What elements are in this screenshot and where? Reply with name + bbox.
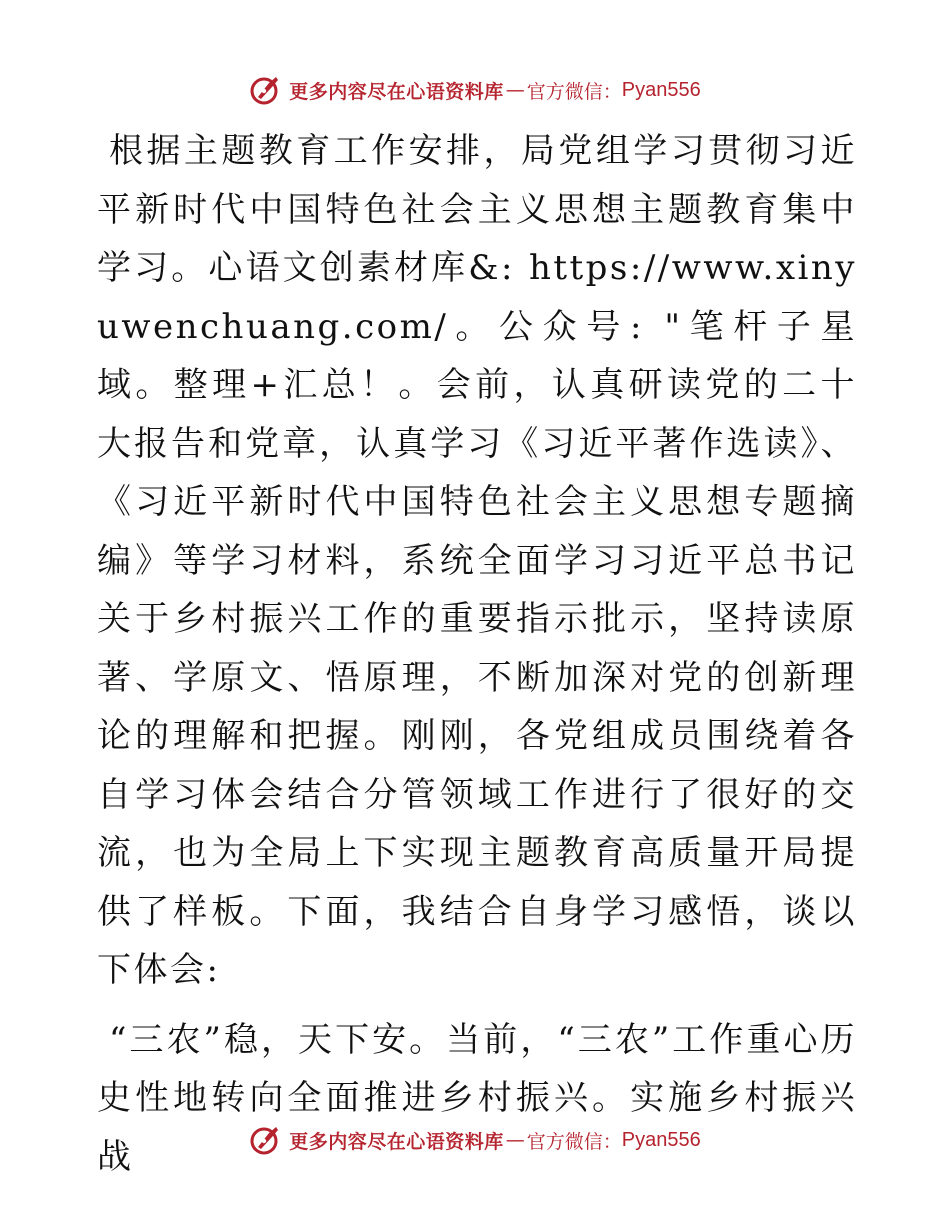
header-separator: — xyxy=(505,79,525,101)
footer-brand-text: 更多内容尽在心语资料库 xyxy=(289,1130,504,1153)
header-watermark-banner xyxy=(0,70,950,110)
pen-nib-logo-icon xyxy=(249,1123,283,1157)
header-brand-text: 更多内容尽在心语资料库 xyxy=(289,80,504,103)
footer-wechat-label: 官方微信： xyxy=(526,1130,622,1153)
footer-separator: — xyxy=(505,1129,525,1151)
pen-nib-logo-icon xyxy=(249,73,283,107)
body-paragraph-2: “三农”稳，天下安。当前，“三农”工作重心历史性地转向全面推进乡村振兴。实施乡村振兴战 xyxy=(97,1019,857,1177)
header-wechat-id: Pyan556 xyxy=(621,78,701,101)
footer-wechat-id: Pyan556 xyxy=(621,1128,701,1151)
footer-watermark-banner xyxy=(0,1120,950,1160)
body-paragraph-1: 根据主题教育工作安排，局党组学习贯彻习近平新时代中国特色社会主义思想主题教育集中学习。心语文创素材库&: https://www.xinyuwenchuang.com/。公众号: "笔杆子星域。整理+汇总！。会前，认真研读党的二十大报告和党章，认真学习《习近平著作选读》、《习近平新时代中国特色社会主义思想专题摘编》等学习材料，系统全面学习习近平总书记关于乡村振兴工作的重要指示批示，坚持读原著、学原文、悟原理，不断加深对党的创新理论的理解和把握。刚刚，各党组成员围绕着各自学习体会结合分管领域工作进行了很好的交流，也为全局上下实现主题教育高质量开局提供了样板。下面，我结合自身学习感悟，谈以下体会: xyxy=(97,131,857,990)
document-body xyxy=(97,122,857,1186)
header-wechat-label: 官方微信： xyxy=(526,80,622,103)
